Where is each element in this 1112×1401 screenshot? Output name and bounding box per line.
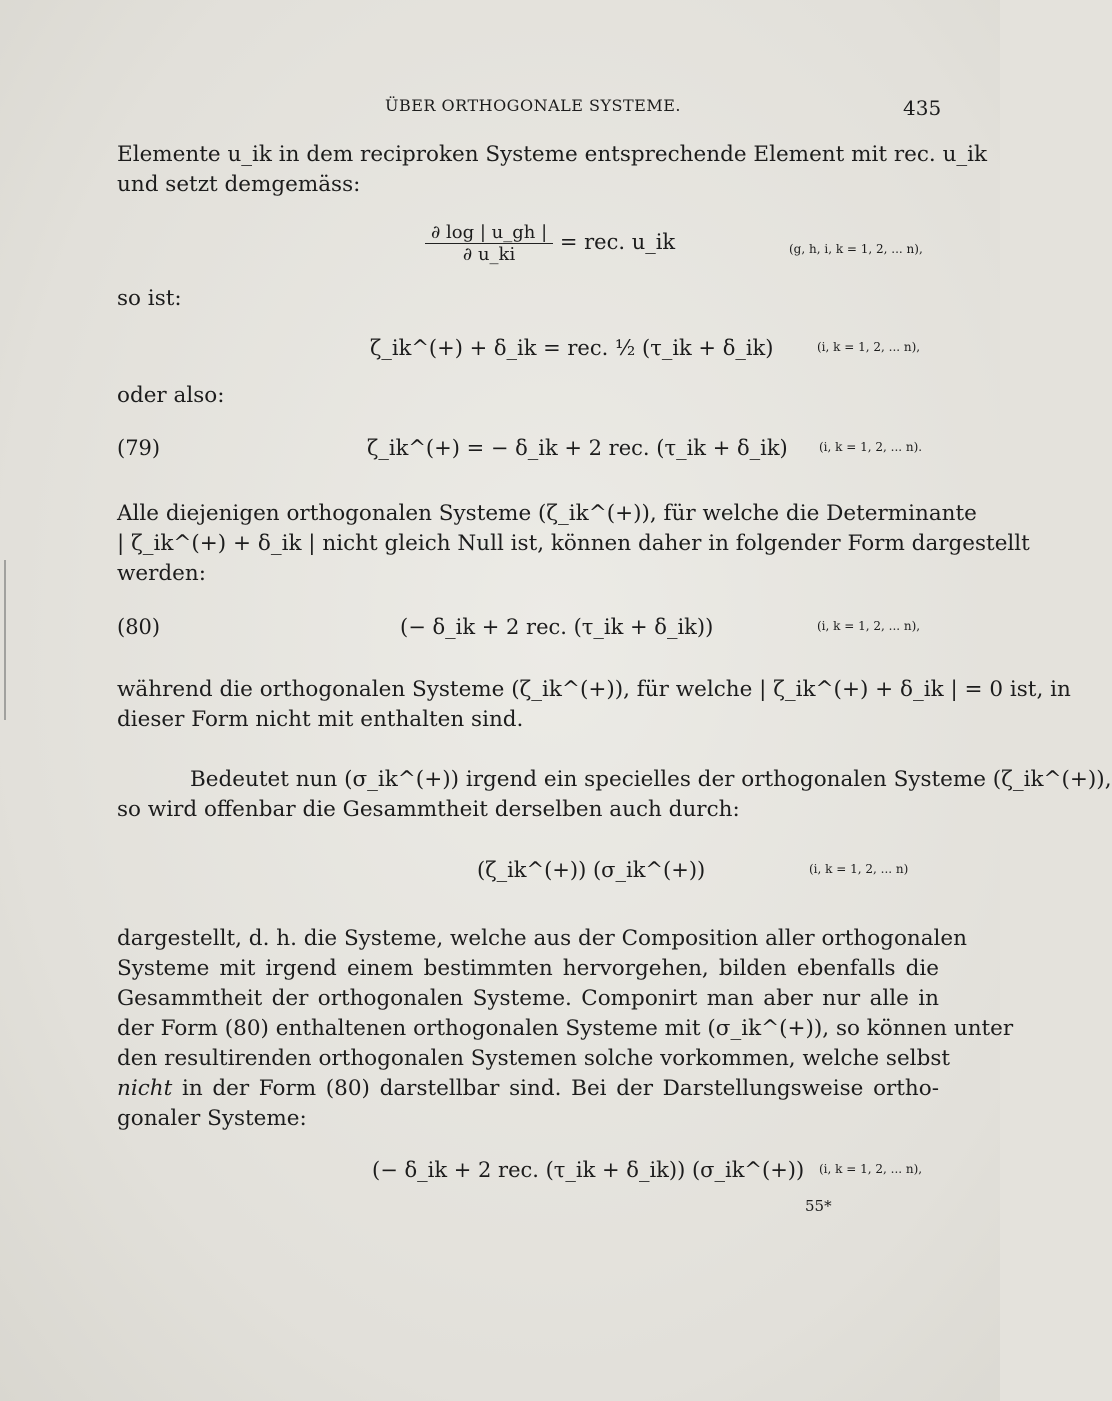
index-range: (i, k = 1, 2, ... n), [817,619,921,633]
book-page: ÜBER ORTHOGONALE SYSTEME. 435 Elemente u_ik in dem reciproken Systeme entsprechende Element mit rec. u_ik und setzt demgemäss: $\frac{\partial \log | u\_gh |}{\partial u\_ki}$ = rec. u_ik (g, h, i, k = 1, 2, ... n), so ist: ζ_ik^(+) + δ_ik = rec. ½ (τ_ik + δ_ik) (i, k = 1, 2, ... n), oder also: (79) ζ_ik^(+) = − δ_ik + 2 rec. (τ_ik + δ_ik) (i, k = 1, 2, ... n). Alle diejenigen orthogonalen Systeme (ζ_ik^(+)), für welche die Determinante | ζ_ik^(+) + δ_ik | nicht gleich Null ist, können daher in folgender Form dargestellt werden: (80) (− δ_ik + 2 rec. (τ_ik + δ_ik)) (i, k = 1, 2, ... n), während die orthogonalen Systeme (ζ_ik^(+)), für welche | ζ_ik^(+) + δ_ik | = 0 ist, in dieser Form nicht mit enthalten sind. Bedeutet nun (σ_ik^(+)) irgend ein specielles der orthogonalen Systeme (ζ_ik^(+)), so wird offenbar die Gesammtheit derselben auch durch: (ζ_ik^(+)) (σ_ik^(+)) (i, k = 1, 2, ... n) dargestellt, d. h. die Systeme, welche aus der Composition aller orthogonalen Systeme mit irgend einem bestimmten hervorgehen, bilden ebenfalls die Gesammtheit der orthogonalen Systeme. Componirt man aber nur alle in der Form (80) enthaltenen orthogonalen Systeme mit (σ_ik^(+)), so können unter den resultirenden orthogonalen Systemen solche vorkommen, welche selbst nicht in der Form (80) darstellbar sind. Bei der Darstellungsweise ortho- gonaler Systeme: (− δ_ik + 2 rec. (τ_ik + δ_ik)) (σ_ik^(+)) (i, k = 1, 2, ... n), 55* [0,0,1000,1401]
equation-body: ζ_ik^(+) = − δ_ik + 2 rec. (τ_ik + δ_ik) [367,436,788,460]
equation-composition [117,858,947,890]
paragraph-3: Bedeutet nun (σ_ik^(+)) irgend ein specielles der orthogonalen Systeme (ζ_ik^(+)), [190,767,1112,792]
index-range: (g, h, i, k = 1, 2, ... n), [789,242,923,256]
fraction-numerator: ∂ log | u_gh | [425,222,553,244]
equation-body: (− δ_ik + 2 rec. (τ_ik + δ_ik)) [400,615,714,639]
equation-a [117,336,947,368]
equation-79 [117,436,947,468]
equation-number: (80) [117,615,161,639]
equation-rhs: = rec. ½ (τ_ik + δ_ik) [543,336,774,360]
equation-log-derivative [117,222,947,272]
paragraph-2: während die orthogonalen Systeme (ζ_ik^(+)), für welche | ζ_ik^(+) + δ_ik | = 0 ist, in [117,677,1071,702]
equation-body: (ζ_ik^(+)) (σ_ik^(+)) [477,858,706,882]
index-range: (i, k = 1, 2, ... n), [819,1162,923,1176]
label-oder-also: oder also: [117,383,225,408]
paragraph-1: Alle diejenigen orthogonalen Systeme (ζ_ik^(+)), für welche die Determinante [117,501,977,526]
index-range: (i, k = 1, 2, ... n) [809,862,909,876]
emphasis-nicht: nicht [117,1076,173,1101]
index-range: (i, k = 1, 2, ... n), [817,340,921,354]
label-so-ist: so ist: [117,286,182,311]
running-title: ÜBER ORTHOGONALE SYSTEME. [385,96,682,115]
equation-80 [117,615,947,647]
paragraph-4: dargestellt, d. h. die Systeme, welche aus der Composition aller orthogonalen [117,926,967,951]
page-edge-mark [4,560,6,720]
signature-mark: 55* [805,1197,832,1215]
equation-last [117,1158,947,1190]
equation-body: (− δ_ik + 2 rec. (τ_ik + δ_ik)) (σ_ik^(+)) [372,1158,805,1182]
equation-number: (79) [117,436,161,460]
running-header [0,96,1000,126]
page-number: 435 [903,96,942,120]
equation-rhs: = rec. u_ik [559,230,676,254]
intro-line-1: Elemente u_ik in dem reciproken Systeme entsprechende Element mit rec. u_ik [117,142,988,167]
fraction-denominator: ∂ u_ki [462,244,516,265]
index-range: (i, k = 1, 2, ... n). [819,440,923,454]
equation-lhs: ζ_ik^(+) + δ_ik [370,336,537,360]
intro-line-2: und setzt demgemäss: [117,172,361,197]
